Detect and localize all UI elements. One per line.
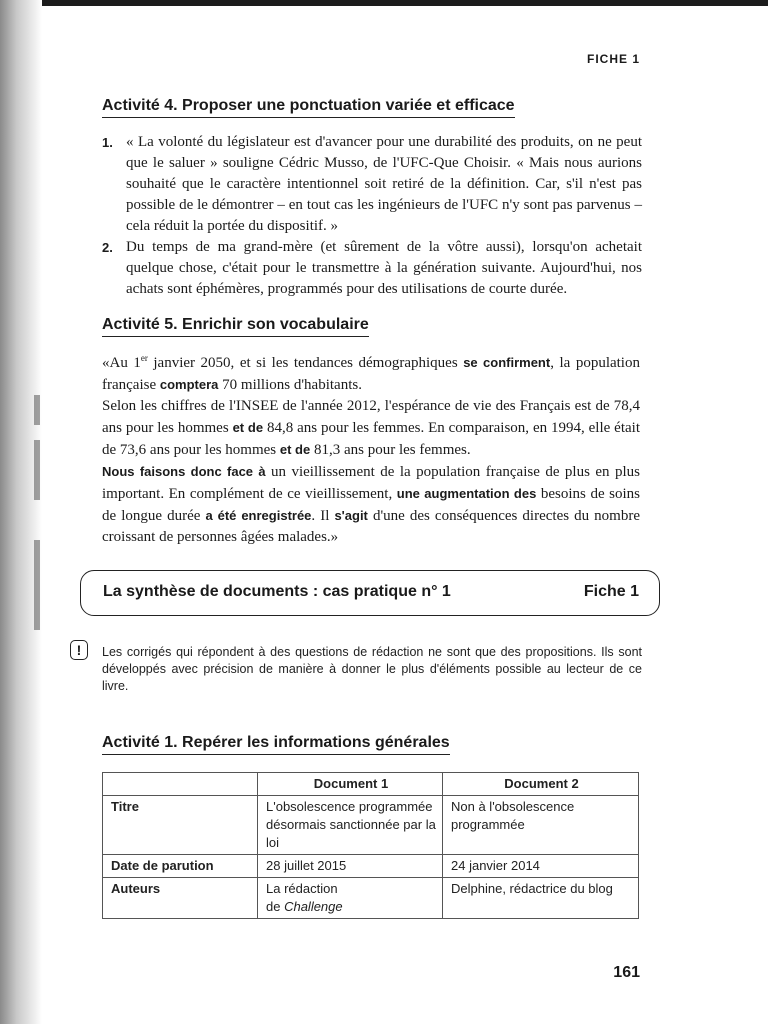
table-cell: 24 janvier 2014	[443, 855, 639, 878]
table-cell: Non à l'obsolescence programmée	[443, 796, 639, 855]
magazine-name: Challenge	[284, 899, 343, 914]
row-label: Titre	[103, 796, 258, 855]
bold-word: se confirment	[463, 355, 551, 370]
table-cell: Delphine, rédactrice du blog	[443, 878, 639, 919]
bold-word: une augmentation des	[396, 486, 537, 501]
table-cell	[258, 878, 443, 919]
activite-4-item-2	[102, 237, 642, 300]
page-number: 161	[613, 964, 640, 981]
activite-5-paragraph-3	[102, 461, 640, 548]
text-run: 70 millions d'habitants.	[218, 377, 362, 393]
section-banner	[80, 570, 660, 616]
item-number: 1.	[102, 135, 113, 150]
bold-word: s'agit	[334, 508, 368, 523]
table-header-empty	[103, 773, 258, 796]
item-number: 2.	[102, 240, 113, 255]
table-header-doc1: Document 1	[258, 773, 443, 796]
text-run: , la population française	[102, 355, 640, 393]
superscript: er	[140, 353, 148, 363]
table-header-row	[103, 773, 639, 796]
bold-word: et de	[279, 442, 311, 457]
cell-line: de	[266, 899, 285, 914]
table-row	[103, 855, 639, 878]
item-text: Du temps de ma grand-mère (et sûrement de la vôtre aussi), lorsqu'on achetait quelque chose, c'était pour le transmettre à la génération suivante. Aujourd'hui, nos achats sont éphémères, programmés pour des utilisations de courte durée.	[126, 239, 642, 297]
text-run: 84,8 ans pour les femmes. En comparaison, en 1994, elle était de 73,6 ans pour les hommes	[102, 420, 641, 458]
text-run: un vieillissement de la population française de plus en plus important. En complément de ce vieillissement,	[102, 464, 641, 502]
row-label: Auteurs	[103, 878, 258, 919]
section-banner-fiche: Fiche 1	[583, 583, 639, 600]
text-run: Selon les chiffres de l'INSEE de l'année 2012, l'espérance de vie des Français est de 78,4 ans pour les hommes	[102, 398, 640, 436]
row-label: Date de parution	[103, 855, 258, 878]
warning-icon: !	[70, 640, 88, 660]
table-cell: L'obsolescence programmée désormais sanctionnée par la loi	[258, 796, 443, 855]
text-run: besoins de soins de longue durée	[102, 486, 641, 524]
activite-5-paragraph-1	[102, 348, 640, 396]
text-run: . Il	[311, 508, 335, 524]
section-banner-title: La synthèse de documents : cas pratique n° 1	[103, 583, 451, 600]
bold-word: et de	[232, 420, 264, 435]
bold-word: a été enregistrée	[205, 508, 312, 523]
activite-4-title: Activité 4. Proposer une ponctuation variée et efficace	[102, 97, 515, 118]
table-cell: 28 juillet 2015	[258, 855, 443, 878]
text-run: «Au 1	[102, 355, 141, 371]
cell-line: La rédaction	[266, 881, 338, 896]
table-row	[103, 878, 639, 919]
warning-note: Les corrigés qui répondent à des questions de rédaction ne sont que des propositions. Ils sont développés avec précision de manière à donner le plus d'éléments possible au lecteur de ce livre.	[102, 645, 642, 693]
bold-word: Nous faisons donc face à	[102, 464, 266, 479]
text-run: d'une des conséquences directes du nombre croissant de personnes âgées malades.»	[102, 508, 641, 545]
running-header: FICHE 1	[586, 52, 640, 66]
activite-5-title: Activité 5. Enrichir son vocabulaire	[102, 316, 369, 337]
bold-word: comptera	[159, 377, 219, 392]
activite-1-title: Activité 1. Repérer les informations générales	[102, 734, 450, 755]
table-header-doc2: Document 2	[443, 773, 639, 796]
text-run: janvier 2050, et si les tendances démographiques	[147, 355, 464, 371]
info-table	[102, 772, 639, 919]
activite-5-paragraph-2	[102, 396, 640, 461]
text-run: 81,3 ans pour les femmes.	[310, 442, 471, 458]
table-row	[103, 796, 639, 855]
activite-4-item-1	[102, 132, 642, 237]
item-text: « La volonté du législateur est d'avancer pour une durabilité des produits, on ne peut que le saluer » souligne Cédric Musso, de l'UFC-Que Choisir. « Mais nous aurions souhaité que le caractère intentionnel soit retiré de la définition. Car, s'il n'est pas possible de le démontrer – en tout cas les ingénieurs de l'UFC n'y sont pas parvenus – cela réduit la portée du dispositif. »	[126, 134, 642, 234]
